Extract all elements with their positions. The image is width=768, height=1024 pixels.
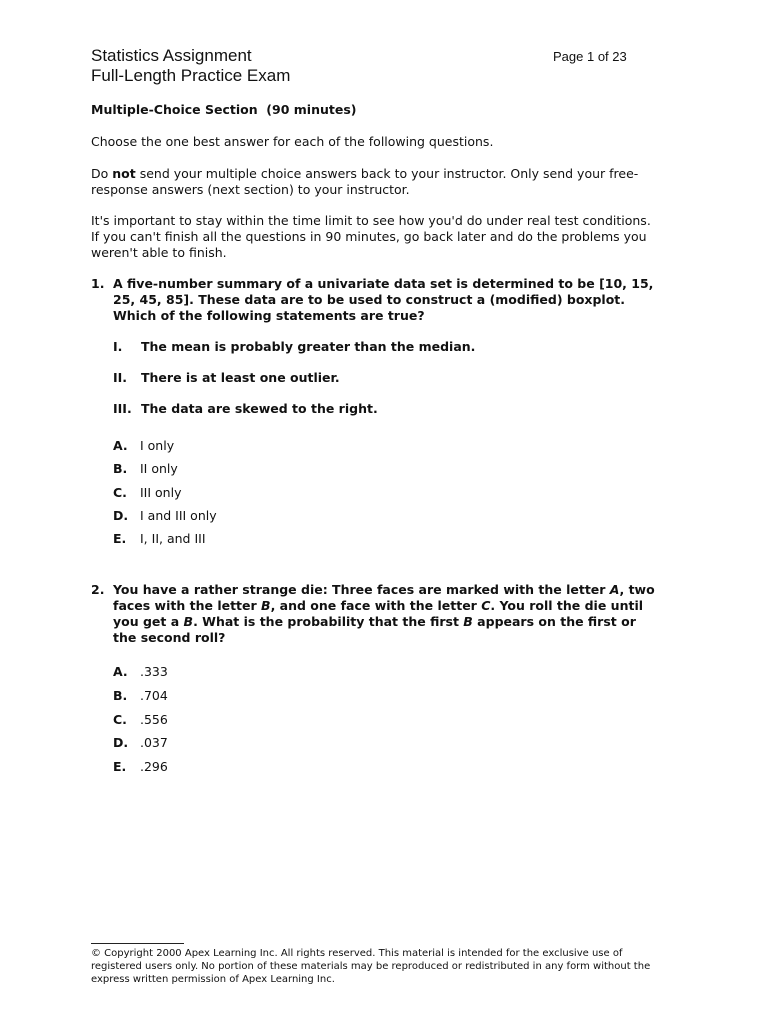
document-subtitle: Full-Length Practice Exam: [91, 66, 291, 85]
q1-option-a: [113, 438, 174, 454]
document-title: Statistics Assignment: [91, 46, 252, 65]
instructions-paragraph-1: Choose the one best answer for each of the following questions.: [91, 134, 494, 149]
option-letter: D.: [113, 508, 129, 523]
option-text: I and III only: [140, 508, 217, 523]
q2-text-part: You have a rather strange die: Three faces are marked with the letter: [113, 582, 610, 597]
question-text: A five-number summary of a univariate data set is determined to be [10, 15, 25, 45, 85]. These data are to be used to construct a (modified) boxplot. Which of the following statements are true?: [113, 276, 654, 323]
question-number: 2.: [91, 582, 105, 597]
q2-text-part: . What is the probability that the first: [193, 614, 464, 629]
option-letter: A.: [113, 438, 128, 453]
option-text: III only: [140, 485, 182, 500]
option-letter: B.: [113, 688, 128, 703]
q1-statement-2: [113, 370, 340, 386]
q2-option-e: [113, 759, 168, 775]
option-text: .333: [140, 664, 168, 679]
option-text: .704: [140, 688, 168, 703]
statement-text: There is at least one outlier.: [141, 370, 340, 385]
option-text: .296: [140, 759, 168, 774]
q2-letter-b: B: [463, 614, 473, 629]
roman-numeral: II.: [113, 370, 128, 385]
statement-text: The mean is probably greater than the median.: [141, 339, 476, 354]
statement-text: The data are skewed to the right.: [141, 401, 378, 416]
option-text: .556: [140, 712, 168, 727]
q2-text-part: , two faces with the letter: [113, 582, 655, 613]
option-letter: C.: [113, 712, 127, 727]
section-title: Multiple-Choice Section (90 minutes): [91, 102, 357, 117]
option-letter: E.: [113, 531, 127, 546]
option-letter: D.: [113, 735, 129, 750]
q1-statement-3: [113, 401, 378, 417]
p2-text-before: Do: [91, 166, 113, 181]
copyright-footer: © Copyright 2000 Apex Learning Inc. All rights reserved. This material is intended for the exclusive use of registered users only. No portion of these materials may be reproduced or redistributed in any form without the express written permission of Apex Learning Inc.: [91, 948, 651, 985]
page-number: Page 1 of 23: [553, 49, 627, 64]
q2-letter-b: B: [183, 614, 194, 629]
option-text: I only: [140, 438, 175, 453]
q2-option-d: [113, 735, 168, 751]
q2-option-c: [113, 712, 168, 728]
p2-text-after: send your multiple choice answers back to your instructor. Only send your free-response answers (next section) to your instructor.: [91, 166, 639, 197]
q2-text-part: . You roll the die until you get a: [113, 598, 644, 629]
option-text: II only: [140, 461, 178, 476]
p2-emphasis: not: [112, 166, 136, 181]
q1-option-b: [113, 461, 178, 477]
q1-option-d: [113, 508, 217, 524]
question-text: [113, 582, 658, 646]
q2-text-part: , and one face with the letter: [270, 598, 482, 613]
question-number: 1.: [91, 276, 105, 291]
option-letter: A.: [113, 664, 128, 679]
option-letter: B.: [113, 461, 128, 476]
q2-letter-c: C: [481, 598, 491, 613]
q1-statement-1: [113, 339, 475, 355]
roman-numeral: I.: [113, 339, 123, 354]
option-letter: E.: [113, 759, 127, 774]
q2-letter-a: A: [609, 582, 620, 597]
q2-option-b: [113, 688, 168, 704]
roman-numeral: III.: [113, 401, 132, 416]
footer-divider: [91, 943, 184, 944]
q1-option-c: [113, 485, 181, 501]
q1-option-e: [113, 531, 206, 547]
q2-letter-b: B: [261, 598, 271, 613]
option-text: I, II, and III: [140, 531, 206, 546]
instructions-paragraph-3: It's important to stay within the time limit to see how you'd do under real test conditions. If you can't finish all the questions in 90 minutes, go back later and do the problems you weren't able to finish.: [91, 213, 651, 260]
option-text: .037: [140, 735, 168, 750]
q2-option-a: [113, 664, 168, 680]
q2-text-part: appears on the first or the second roll?: [113, 614, 636, 645]
instructions-paragraph-2: [91, 166, 661, 198]
option-letter: C.: [113, 485, 127, 500]
